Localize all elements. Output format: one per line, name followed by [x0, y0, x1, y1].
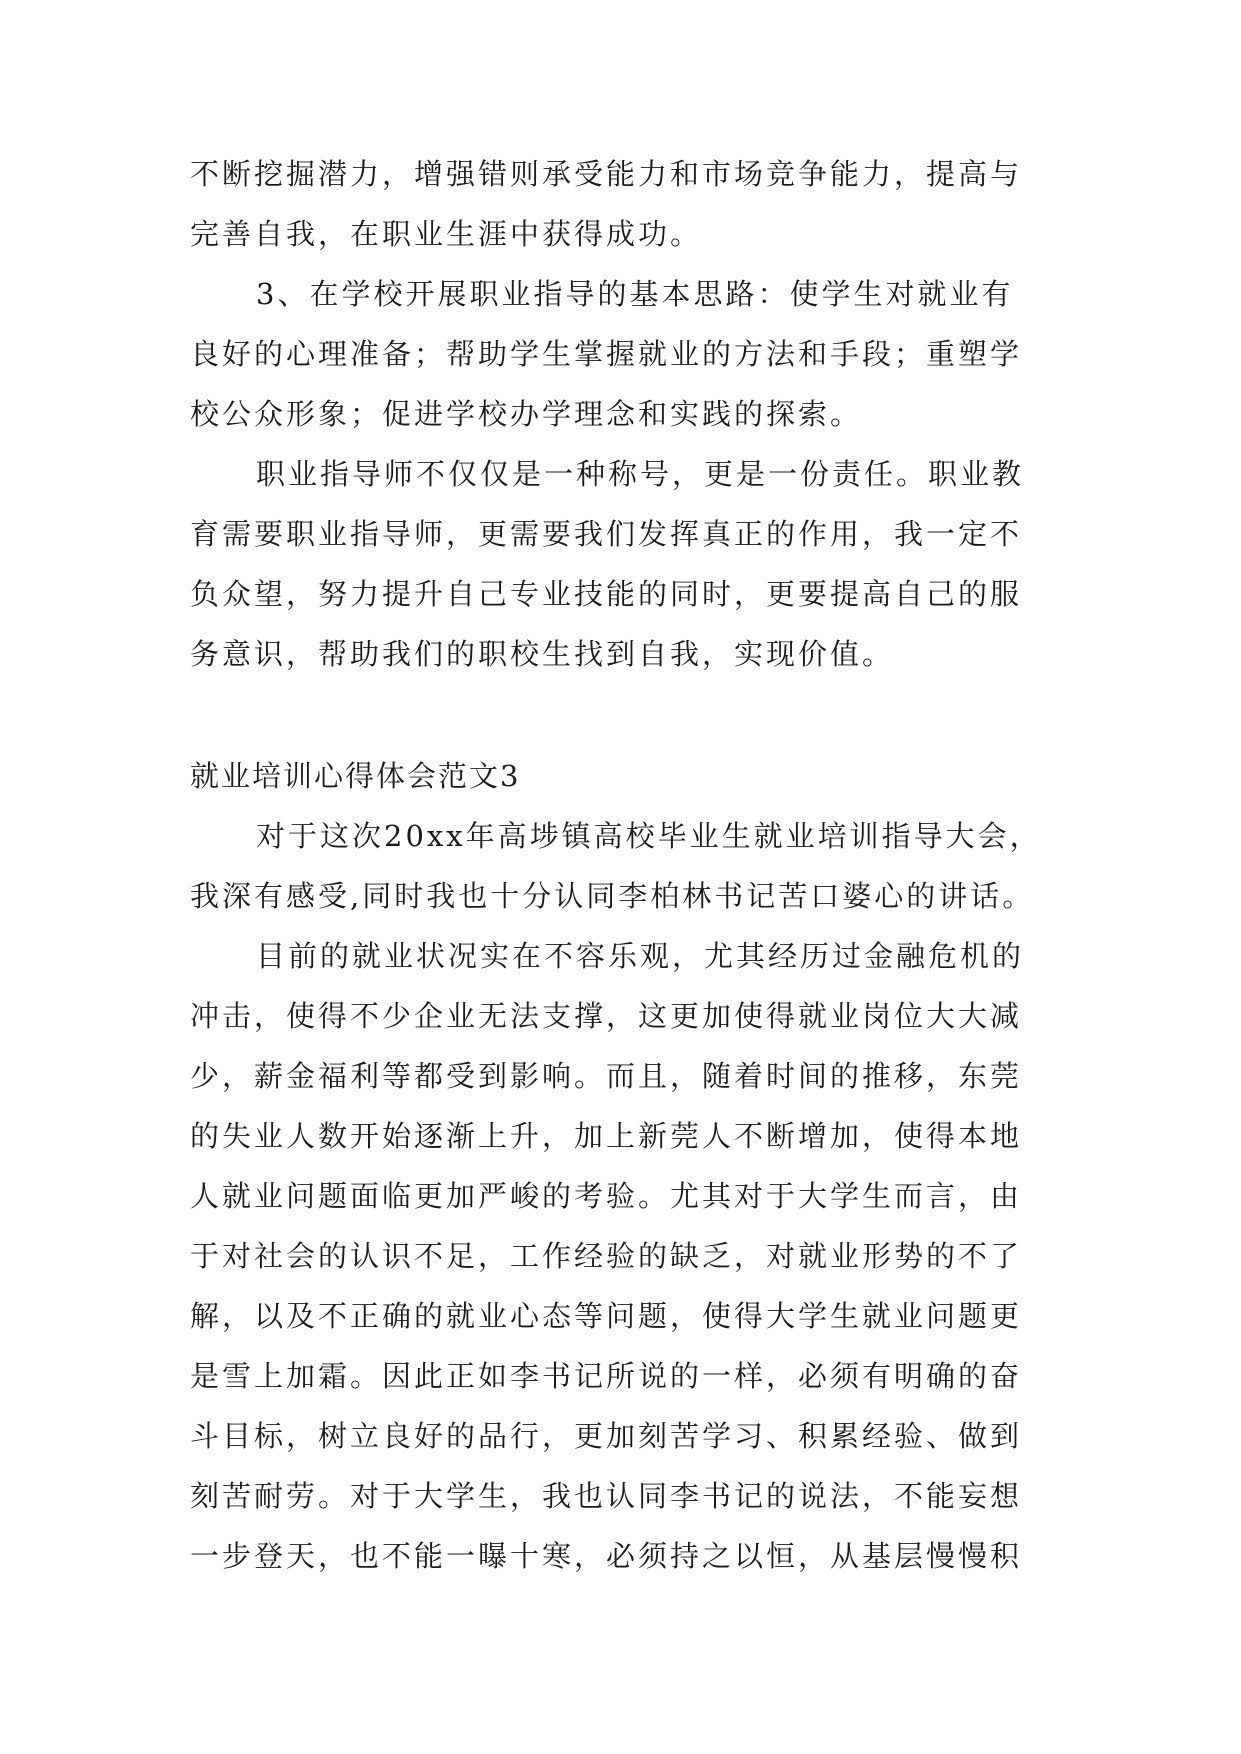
body-line: 负众望，努力提升自己专业技能的同时，更要提高自己的服	[190, 577, 1023, 611]
body-line: 我深有感受,同时我也十分认同李柏林书记苦口婆心的讲话。	[190, 879, 1035, 913]
body-line: 校公众形象；促进学校办学理念和实践的探索。	[190, 397, 863, 431]
body-line: 冲击，使得不少企业无法支撑，这更加使得就业岗位大大减	[190, 999, 1023, 1033]
body-line: 3、在学校开展职业指导的基本思路：使学生对就业有	[256, 277, 1014, 311]
body-line: 良好的心理准备；帮助学生掌握就业的方法和手段；重塑学	[190, 337, 1023, 371]
section-3-body	[190, 806, 1052, 1586]
body-line: 目前的就业状况实在不容乐观，尤其经历过金融危机的	[256, 939, 1025, 973]
body-line: 一步登天，也不能一曝十寒，必须持之以恒，从基层慢慢积	[190, 1539, 1023, 1573]
body-line: 少，薪金福利等都受到影响。而且，随着时间的推移，东莞	[190, 1059, 1023, 1093]
body-line: 解，以及不正确的就业心态等问题，使得大学生就业问题更	[190, 1299, 1023, 1333]
body-line: 刻苦耐劳。对于大学生，我也认同李书记的说法，不能妄想	[190, 1479, 1023, 1513]
previous-section-body	[190, 144, 1052, 684]
section-heading: 就业培训心得体会范文3	[190, 759, 521, 793]
body-line: 务意识，帮助我们的职校生找到自我，实现价值。	[190, 637, 895, 671]
body-line: 的失业人数开始逐渐上升，加上新莞人不断增加，使得本地	[190, 1119, 1023, 1153]
body-line: 对于这次20xx年高埗镇高校毕业生就业培训指导大会，	[256, 819, 1042, 853]
body-line: 育需要职业指导师，更需要我们发挥真正的作用，我一定不	[190, 517, 1023, 551]
body-line: 人就业问题面临更加严峻的考验。尤其对于大学生而言，由	[190, 1179, 1023, 1213]
body-line: 职业指导师不仅仅是一种称号，更是一份责任。职业教	[256, 457, 1025, 491]
body-line: 斗目标，树立良好的品行，更加刻苦学习、积累经验、做到	[190, 1419, 1023, 1453]
body-line: 于对社会的认识不足，工作经验的缺乏，对就业形势的不了	[190, 1239, 1023, 1273]
body-line: 是雪上加霜。因此正如李书记所说的一样，必须有明确的奋	[190, 1359, 1023, 1393]
body-line: 不断挖掘潜力，增强错则承受能力和市场竞争能力，提高与	[190, 157, 1023, 191]
body-line: 完善自我，在职业生涯中获得成功。	[190, 217, 703, 251]
